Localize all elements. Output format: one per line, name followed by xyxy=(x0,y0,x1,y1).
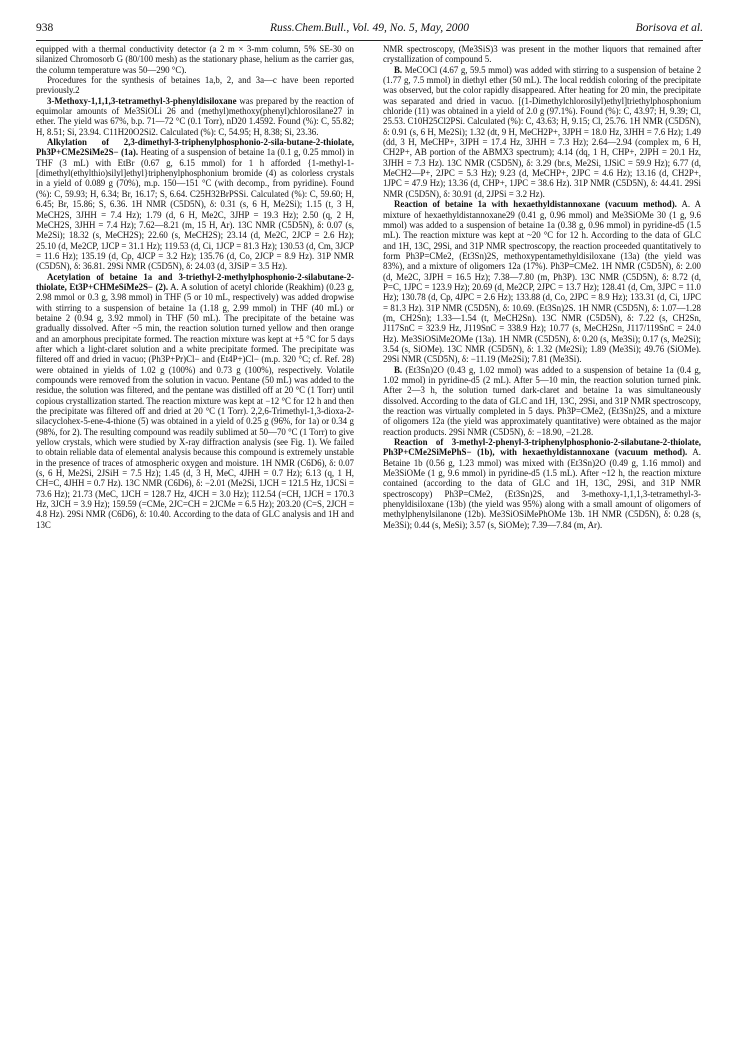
journal-citation: Russ.Chem.Bull., Vol. 49, No. 5, May, 2000 xyxy=(269,22,469,34)
paragraph-heading: Reaction of 3-methyl-2-phenyl-3-triphenylphosphonio-2-silabutane-2-thiolate, Ph3P+CMe2SiMePhS− (1b), with hexaethyldistannoxane (vacuum method). xyxy=(383,437,701,458)
paragraph xyxy=(383,65,701,199)
paragraph xyxy=(36,137,354,271)
author-line: Borisova et al. xyxy=(635,22,703,34)
paragraph-heading: Alkylation of 2,3-dimethyl-3-triphenylphosphonio-2-sila-butane-2-thiolate, Ph3P+CMe2SiMe2S− (1a). xyxy=(36,137,354,158)
paragraph-text: (Et3Sn)2O (0.43 g, 1.02 mmol) was added to a suspension of betaine 1a (0.4 g, 1.02 mmol) in pyridine-d5 (2 mL). After 5—10 min, the reaction solution turned pink. After 2—3 h, the solution turned dark-claret and betaine 1a was simultaneously dissolved. According to the data of GLC and 1H, 13C, 29Si, and 31P NMR spectroscopy, the reaction was virtually completed in 5 days. Ph3P=CMe2, (Et3Sn)2S, and a mixture of oligomers 12a (the yield was approximately quantitative) were obtained as the major reaction products. 29Si NMR (C5D5N), δ: −18.90, −21.28. xyxy=(383,364,701,437)
paragraph-heading: 3-Methoxy-1,1,1,3-tetramethyl-3-phenyldisiloxane xyxy=(47,95,237,106)
left-column xyxy=(36,44,354,1034)
paragraph-text: was prepared by the reaction of equimolar amounts of Me3SiOLi 26 and (methyl)methoxy(phenyl)chlorosilane27 in ether. The yield was 67%, b.p. 71—72 °C (0.1 Torr), nD20 1.4592. Found (%): C, 55.82; H, 8.51; Si, 23.94. C11H20O2Si2. Calculated (%): C, 54.95; H, 8.38; Si, 23.36. xyxy=(36,95,354,137)
paragraph-text: MeCOCl (4.67 g, 59.5 mmol) was added with stirring to a suspension of betaine 2 (1.77 g, 7.5 mmol) in diethyl ether (50 mL). The local reddish coloring of the precipitate was observed, but the color rapidly disappeared. After heating for 20 min, the precipitate was separated and dried in vacuo. [(1-Dimethylchlorosilyl)ethyl]triethylphosphonium chloride (11) was obtained in a yield of 2.0 g (97.1%). Found (%): C, 43.97; H, 9.39; Cl, 25.53. C10H25Cl2PSi. Calculated (%): C, 43.63; H, 9.15; Cl, 25.76. 1H NMR (C5D5N), δ: 0.91 (s, 6 H, Me2Si); 1.32 (dt, 9 H, MeCH2P+, 3JPH = 18.0 Hz, 3JHH = 7.6 Hz); 1.49 (dd, 3 H, MeCHP+, 3JPH = 17.4 Hz, 3JHH = 7.3 Hz); 2.64—2.94 (complex m, 6 H, CH2P+, AB portion of the ABMX3 spectrum); 4.14 (dq, 1 H, CHP+, 2JPH = 20.1 Hz, 3JHH = 7.3 Hz). 13C NMR (C5D5N), δ: 3.29 (br.s, Me2Si, 1JSiC = 59.9 Hz); 6.77 (d, MeCH2—P+, 2JPC = 5.3 Hz); 9.23 (d, MeCHP+, 2JPC = 4.6 Hz); 13.16 (d, CH2P+, 1JPC = 47.9 Hz); 13.36 (d, CHP+, 1JPC = 38.6 Hz). 31P NMR (C5D5N), δ: 44.41. 29Si NMR (C5D5N), δ: 30.91 (d, 2JPSi = 3.2 Hz). xyxy=(383,64,701,199)
running-header xyxy=(36,22,703,40)
paragraph-heading: Reaction of betaine 1a with hexaethyldistannoxane (vacuum method). xyxy=(394,199,677,210)
paragraph xyxy=(36,272,354,531)
paragraph xyxy=(383,44,701,65)
paragraph xyxy=(383,365,701,437)
paragraph-text: A. A solution of acetyl chloride (Reakhim) (0.23 g, 2.98 mmol or 0.3 g, 3.98 mmol) in THF (5 or 10 mL, respectively) was added dropwise with stirring to a suspension of betaine 1a (1.18 g, 2.99 mmol) in THF (40 mL) or betaine 2 (0.94 g, 3.92 mmol) in THF (50 mL). The precipitate of the betaine was gradually dissolved. After ~5 min, the reaction solution turned yellow and then orange and an amorphous precipitate formed. The reaction mixture was kept at +5 °C for 5 days after which a light-claret solution and a white precipitate formed. The precipitate was filtered off and dried in vacuo; (Ph3P+Pr)Cl− and (Et4P+)Cl− (m.p. 320 °C; cf. Ref. 28) were obtained in yields of 1.02 g (100%) and 0.73 g (100%), respectively. Volatile compounds were removed from the solution in vacuo. Pentane (50 mL) was added to the residue, the solution was filtered, and the pentane was distilled off at 20 °C (1 Torr) until copious crystallization started. The reaction mixture was kept at −12 °C for 12 h and then the precipitate was filtered off and dried at 20 °C (1 Torr). 2,2,6-Trimethyl-1,3-dioxa-2-silacyclohex-5-ene-4-thione (5) was obtained in a yield of 0.25 g (96%, for 1a) or 0.34 g (98%, for 2). The resulting compound was readily sublimed at 50—70 °C (1 Torr) to give yellow crystals, which were studied by X-ray diffraction analysis (see Fig. 1). We failed to obtain reliable data of elemental analysis because this compound is extremely unstable in the presence of traces of atmospheric oxygen and moisture. 1H NMR (C6D6), δ: 0.07 (s, 6 H, Me2Si, 2JSiH = 7.5 Hz); 1.45 (d, 3 H, MeC, 4JHH = 0.7 Hz); 6.13 (q, 1 H, CH=C, 4JHH = 0.7 Hz). 13C NMR (C6D6), δ: −2.01 (Me2Si, 1JCH = 121.5 Hz, 1JCSi = 73.6 Hz); 21.73 (MeC, 1JCH = 128.7 Hz, 4JCH = 3.0 Hz); 112.54 (=CH, 1JCH = 170.3 Hz, 3JCH = 3.9 Hz); 159.59 (=CMe, 2JC=CH = 2JCMe = 6.5 Hz); 203.20 (C=S, 2JCH = 4.8 Hz). 29Si NMR (C6D6), δ: 10.40. According to the data of GLC analysis and 1H and 13C xyxy=(36,281,354,530)
paragraph-heading: B. xyxy=(394,364,403,375)
paragraph xyxy=(36,96,354,137)
page-number: 938 xyxy=(36,22,54,34)
paragraph xyxy=(36,75,354,96)
right-column xyxy=(383,44,701,1034)
paragraph-heading: Acetylation of betaine 1a and 3-triethyl-2-methylphosphonio-2-silabutane-2-thiolate, Et3P+CHMeSiMe2S− (2). xyxy=(36,271,354,292)
paragraph xyxy=(383,199,701,365)
header-rule xyxy=(36,40,703,41)
paragraph-text: A. A mixture of hexaethyldistannoxane29 (0.41 g, 0.96 mmol) and Me3SiOMe 30 (1 g, 9.6 mmol) was added to a suspension of betaine 1a (0.38 g, 0.96 mmol) in pyridine-d5 (1.5 mL). The reaction mixture was kept at ~20 °C for 12 h. According to the data of GLC and 1H, 13C, 29Si, and 31P NMR spectroscopy, the reaction proceeded quantitatively to form Ph3P=CMe2, (Et3Sn)2S, methoxypentamethyldisiloxane (13a) (the yield was 83%), and a mixture of oligomers 12a (17%). Ph3P=CMe2. 1H NMR (C5D5N), δ: 2.00 (d, Me2C, 3JPH = 16.5 Hz); 7.38—7.80 (m, Ph3P). 13C NMR (C5D5N), δ: 8.72 (d, P=C, 1JPC = 123.9 Hz); 20.69 (d, Me2CP, 2JPC = 13.7 Hz); 128.41 (d, Cm, 3JPC = 11.0 Hz); 130.78 (d, Cp, 4JPC = 2.6 Hz); 133.88 (d, Co, 2JPC = 8.9 Hz); 133.31 (d, Ci, 1JPC = 81.3 Hz). 31P NMR (C5D5N), δ: 10.69. (Et3Sn)2S. 1H NMR (C5D5N), δ: 1.07—1.28 (m, CH2Sn); 1.33—1.54 (t, MeCH2Sn). 13C NMR (C5D5N), δ: 7.22 (s, CH2Sn, J117SnC = 323.9 Hz, J119SnC = 338.9 Hz); 10.77 (s, MeCH2Sn, J117/119SnC = 24.0 Hz). Me3SiOSiMe2OMe (13a). 1H NMR (C5D5N), δ: 0.20 (s, Me3Si); 0.17 (s, Me2Si); 3.54 (s, SiOMe). 13C NMR (C5D5N), δ: 1.32 (Me2Si); 1.89 (Me3Si); 49.76 (SiOMe). 29Si NMR (C5D5N), δ: −11.19 (Me2Si); 7.81 (Me3Si). xyxy=(383,199,701,365)
paragraph xyxy=(383,437,701,530)
paragraph-text: NMR spectroscopy, (Me3SiS)3 was present in the mother liquors that remained after crystallization of compound 5. xyxy=(383,44,701,65)
paragraph-text: equipped with a thermal conductivity detector (a 2 m × 3-mm column, 5% SE-30 on silanized Chromosorb G (80/100 mesh) as the stationary phase, helium as the carrier gas, the column temperature was 50—290 °C). xyxy=(36,44,354,75)
paragraph-heading: B. xyxy=(394,64,403,75)
paragraph xyxy=(36,44,354,75)
paragraph-text: A. Betaine 1b (0.56 g, 1.23 mmol) was mixed with (Et3Sn)2O (0.49 g, 1.16 mmol) and Me3SiOMe (1 g, 9.6 mmol) in pyridine-d5 (1.5 mL). After ~12 h, the reaction mixture contained (according to the data of GLC and 1H, 13C, 29Si, and 31P NMR spectroscopy) Ph3P=CMe2, (Et3Sn)2S, and 3-methoxy-1,1,1,3-tetramethyl-3-phenyldisiloxane (13b) (the yield was 95%) along with a small amount of oligomers of methylphenylsilanone (12b). Me3SiOSiMePhOMe 13b. 1H NMR (C5D5N), δ: 0.28 (s, Me3Si); 0.44 (s, MeSi); 3.57 (s, SiOMe); 7.39—7.84 (m, Ar). xyxy=(383,447,701,530)
paragraph-text: Procedures for the synthesis of betaines 1a,b, 2, and 3a—c have been reported previously.2 xyxy=(36,75,354,96)
paragraph-text: Heating of a suspension of betaine 1a (0.1 g, 0.25 mmol) in THF (3 mL) with EtBr (0.67 g, 6.15 mmol) for 1 h afforded {1-methyl-1-[dimethyl(ethylthio)silyl]ethyl}triphenylphosphonium bromide (4) as colorless crystals in a yield of 0.089 g (70%), m.p. 150—151 °C (with decomp., from pyridine). Found (%): C, 59.93; H, 6.34; Br, 16.17; S, 6.64. C25H32BrPSSi. Calculated (%): C, 59.60; H, 6.45; Br, 15.86; S, 6.36. 1H NMR (C5D5N), δ: 0.31 (s, 6 H, Me2Si); 1.15 (t, 3 H, MeCH2S, 3JHH = 7.4 Hz); 1.79 (d, 6 H, Me2C, 3JHP = 19.3 Hz); 2.50 (q, 2 H, MeCH2S, 3JHH = 7.4 Hz); 7.62—8.21 (m, 15 H, Ar). 13C NMR (C5D5N), δ: 0.07 (s, Me2Si); 18.32 (s, MeCH2S); 22.60 (s, MeCH2S); 23.14 (d, Me2C, 2JCP = 2.6 Hz); 25.10 (d, Me2CP, 1JCP = 31.1 Hz); 119.53 (d, Ci, 1JCP = 81.3 Hz); 130.53 (d, Cm, 3JCP = 11.6 Hz); 135.19 (d, Cp, 4JCP = 3.2 Hz); 135.76 (d, Co, 2JCP = 8.9 Hz). 31P NMR (C5D5N), δ: 36.81. 29Si NMR (C5D5N), δ: 24.03 (d, 3JSiP = 3.5 Hz). xyxy=(36,147,354,272)
